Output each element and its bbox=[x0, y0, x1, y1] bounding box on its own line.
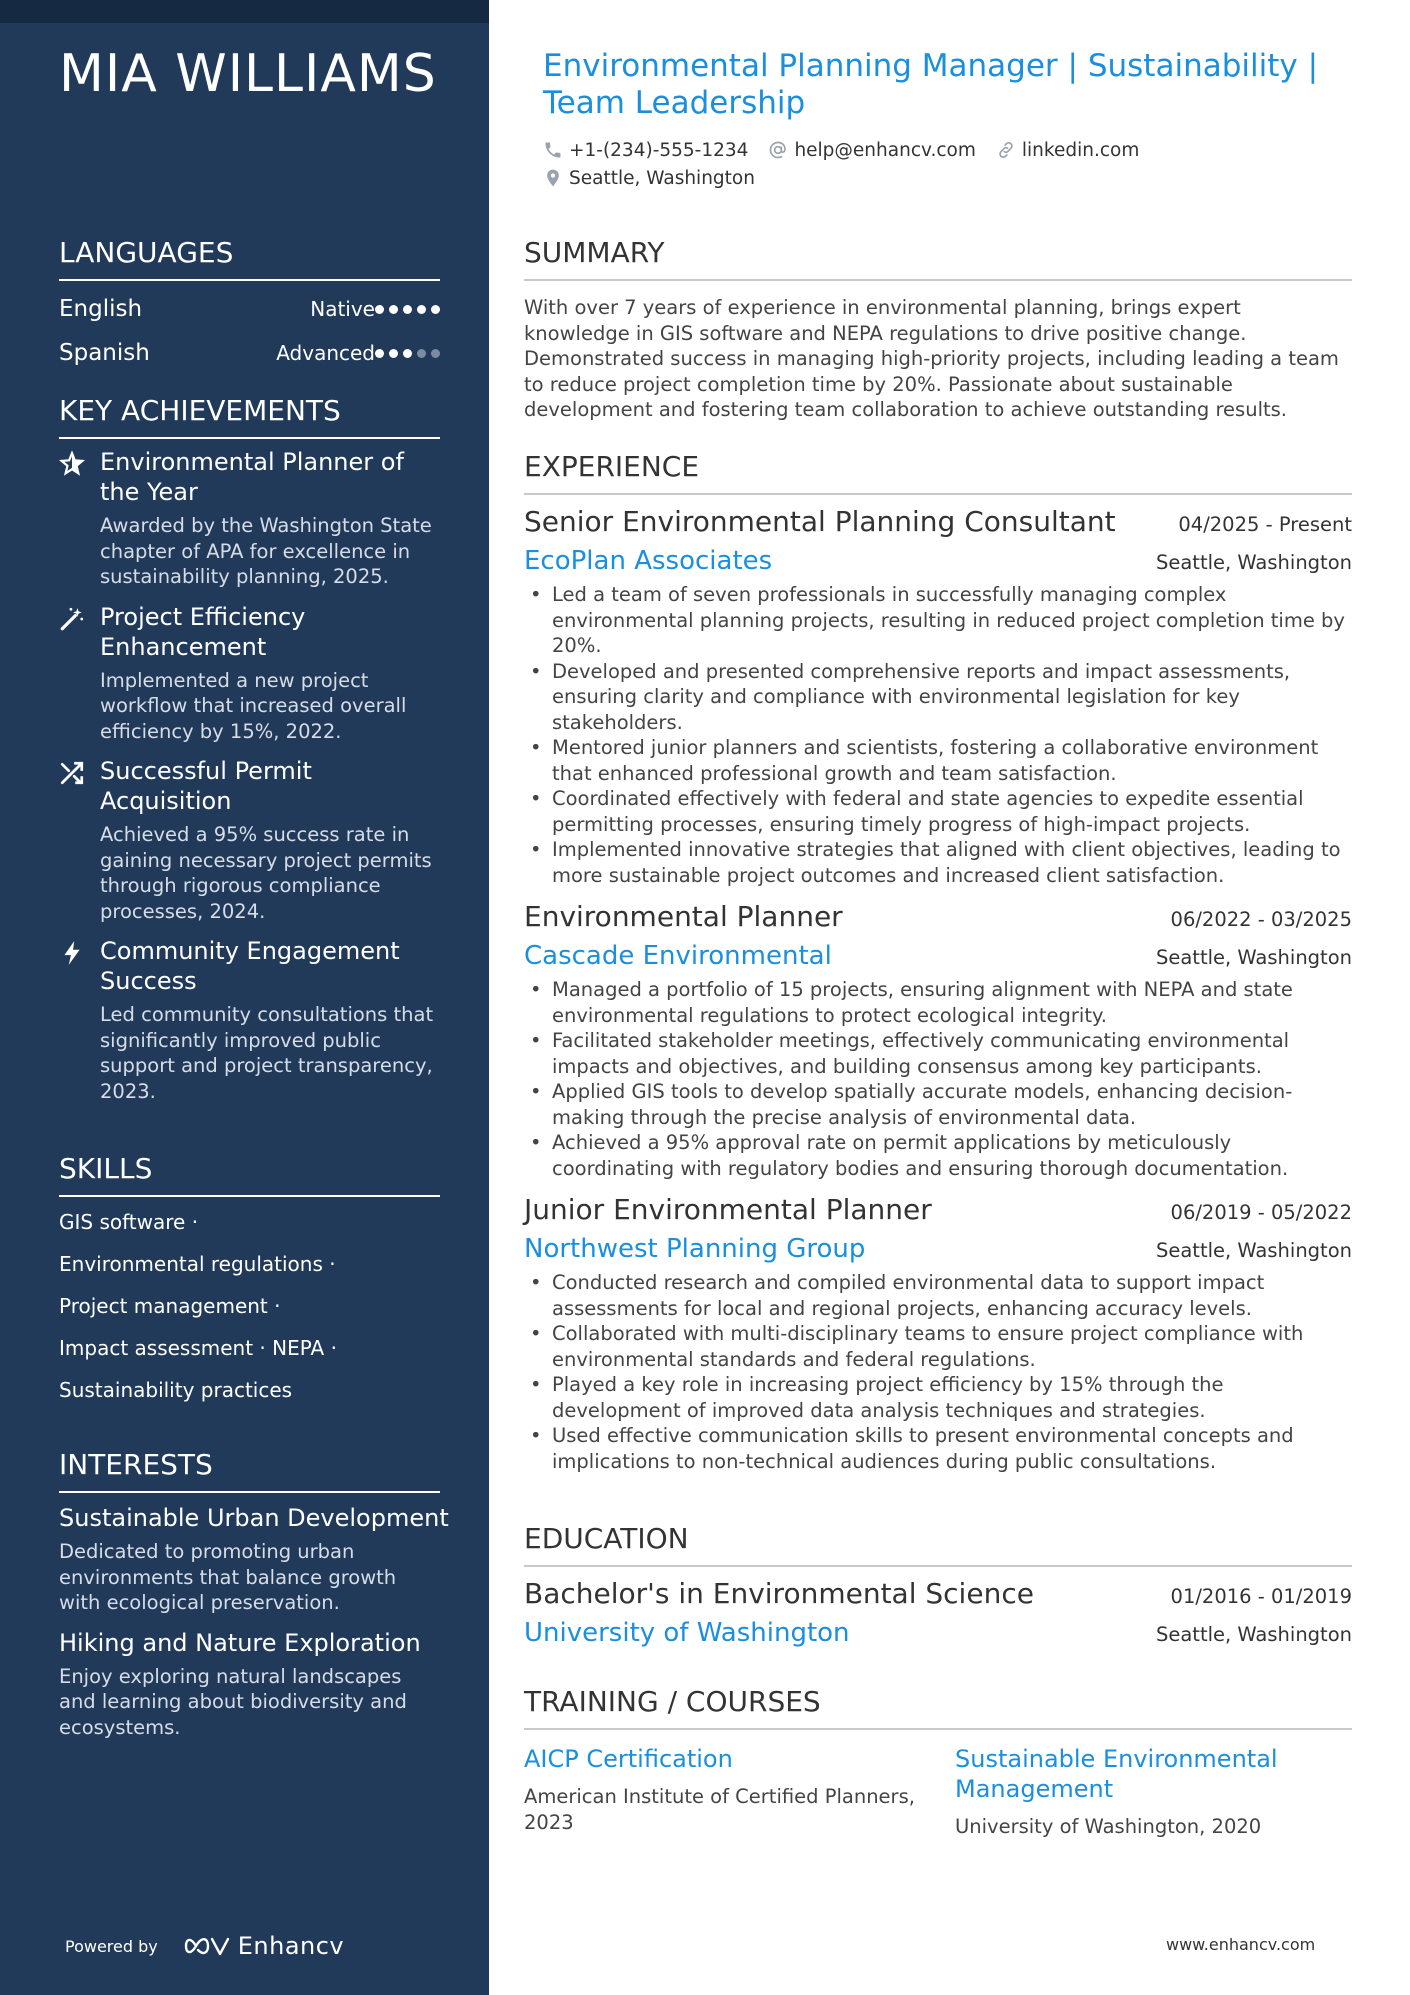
school-name: University of Washington bbox=[524, 1618, 850, 1648]
language-name: English bbox=[59, 296, 143, 322]
language-row bbox=[59, 331, 440, 375]
proficiency-dot bbox=[389, 349, 398, 358]
location-contact bbox=[543, 168, 755, 189]
job-bullet: • Applied GIS tools to develop spatially accurate models, enhancing decision-making through the precise analysis of environmental data. bbox=[524, 1079, 1352, 1130]
job-title: Senior Environmental Planning Consultant bbox=[524, 505, 1116, 538]
interest-description: Enjoy exploring natural landscapes and learning about biodiversity and ecosystems. bbox=[59, 1664, 407, 1739]
star-icon bbox=[59, 451, 85, 477]
at-sign-icon bbox=[768, 140, 788, 160]
proficiency-dot bbox=[417, 349, 426, 358]
achievement-item bbox=[59, 602, 440, 745]
training-description: University of Washington, 2020 bbox=[955, 1815, 1262, 1838]
training-item bbox=[955, 1744, 1352, 1840]
job-dates: 04/2025 - Present bbox=[1178, 513, 1352, 536]
achievement-item bbox=[59, 447, 440, 590]
training-description: American Institute of Certified Planners, 2023 bbox=[524, 1785, 915, 1834]
job-entry bbox=[524, 900, 1352, 1181]
interests-heading: INTERESTS bbox=[59, 1448, 440, 1493]
location-pin-icon bbox=[543, 168, 563, 188]
proficiency-dot bbox=[389, 305, 398, 314]
language-name: Spanish bbox=[59, 340, 150, 366]
skill-item: Project management · bbox=[59, 1294, 281, 1318]
training-item bbox=[524, 1744, 921, 1840]
education-heading: EDUCATION bbox=[524, 1522, 1352, 1567]
footer-url[interactable]: www.enhancv.com bbox=[1166, 1935, 1316, 1954]
trend-arrows-icon bbox=[59, 760, 85, 786]
enhancv-logo[interactable] bbox=[184, 1932, 344, 1960]
achievement-description: Awarded by the Washington State chapter of APA for excellence in sustainability planning, 2025. bbox=[100, 514, 432, 588]
summary-section bbox=[524, 236, 1352, 423]
infinity-logo-icon bbox=[184, 1934, 230, 1958]
job-bullet: • Implemented innovative strategies that aligned with client objectives, leading to more sustainable project outcomes and increased client satisfaction. bbox=[524, 837, 1352, 888]
language-level: Native bbox=[310, 297, 375, 321]
education-dates: 01/2016 - 01/2019 bbox=[1170, 1585, 1352, 1608]
skill-item: Impact assessment · NEPA · bbox=[59, 1336, 337, 1360]
location-text: Seattle, Washington bbox=[569, 167, 755, 189]
languages-section bbox=[59, 236, 440, 375]
job-bullets bbox=[524, 582, 1352, 888]
interest-description: Dedicated to promoting urban environments that balance growth with ecological preservation. bbox=[59, 1540, 397, 1614]
job-bullets bbox=[524, 977, 1352, 1181]
proficiency-dot bbox=[403, 305, 412, 314]
linkedin-contact[interactable] bbox=[996, 140, 1139, 161]
job-bullet: • Led a team of seven professionals in successfully managing complex environmental planning projects, resulting in reduced project completion time by 20%. bbox=[524, 582, 1352, 659]
language-row bbox=[59, 287, 440, 331]
job-location: Seattle, Washington bbox=[1155, 1239, 1352, 1262]
achievement-description: Achieved a 95% success rate in gaining necessary project permits through rigorous compliance processes, 2024. bbox=[100, 823, 432, 923]
job-bullet: • Mentored junior planners and scientists, fostering a collaborative environment that enhanced professional growth and team satisfaction. bbox=[524, 735, 1352, 786]
school-location: Seattle, Washington bbox=[1155, 1623, 1352, 1646]
brand-name: Enhancv bbox=[237, 1932, 345, 1960]
achievement-title: Community Engagement Success bbox=[100, 937, 400, 995]
interest-item bbox=[59, 1628, 440, 1741]
degree-title: Bachelor's in Environmental Science bbox=[524, 1577, 1034, 1610]
language-level: Advanced bbox=[276, 341, 375, 365]
training-title: AICP Certification bbox=[524, 1745, 733, 1773]
skill-item: Environmental regulations · bbox=[59, 1252, 336, 1276]
interests-section bbox=[59, 1448, 449, 1740]
job-bullet: • Collaborated with multi-disciplinary teams to ensure project compliance with environmental standards and federal regulations. bbox=[524, 1321, 1352, 1372]
job-entry bbox=[524, 505, 1352, 888]
experience-heading: EXPERIENCE bbox=[524, 450, 1352, 495]
job-bullet: • Played a key role in increasing project efficiency by 15% through the development of improved data analysis techniques and strategies. bbox=[524, 1372, 1352, 1423]
job-bullet: • Coordinated effectively with federal and state agencies to expedite essential permitting processes, ensuring timely progress of high-impact projects. bbox=[524, 786, 1352, 837]
achievements-heading: KEY ACHIEVEMENTS bbox=[59, 394, 440, 439]
person-name: MIA WILLIAMS bbox=[59, 44, 437, 104]
email-address: help@enhancv.com bbox=[794, 139, 976, 161]
contact-info bbox=[543, 136, 1333, 192]
summary-heading: SUMMARY bbox=[524, 236, 1352, 281]
achievement-title: Environmental Planner of the Year bbox=[100, 448, 404, 506]
powered-by-label: Powered by bbox=[65, 1936, 158, 1956]
magic-wand-icon bbox=[59, 606, 85, 632]
proficiency-dot bbox=[431, 305, 440, 314]
skills-heading: SKILLS bbox=[59, 1152, 440, 1197]
interest-title: Hiking and Nature Exploration bbox=[59, 1628, 421, 1657]
job-location: Seattle, Washington bbox=[1155, 946, 1352, 969]
job-company: Cascade Environmental bbox=[524, 941, 832, 971]
job-bullet: • Developed and presented comprehensive reports and impact assessments, ensuring clarity and compliance with environmental legislation for key stakeholders. bbox=[524, 659, 1352, 736]
job-bullet: • Achieved a 95% approval rate on permit applications by meticulously coordinating with regulatory bodies and ensuring thorough documentation. bbox=[524, 1130, 1352, 1181]
job-title: Junior Environmental Planner bbox=[524, 1193, 932, 1226]
training-section bbox=[524, 1685, 1352, 1840]
achievements-section bbox=[59, 394, 440, 1104]
job-company: Northwest Planning Group bbox=[524, 1234, 866, 1264]
job-bullet: • Managed a portfolio of 15 projects, ensuring alignment with NEPA and state environmental regulations to protect ecological integrity. bbox=[524, 977, 1352, 1028]
headline: Environmental Planning Manager | Sustainability | Team Leadership bbox=[543, 48, 1319, 121]
language-proficiency-dots bbox=[375, 349, 440, 358]
experience-section bbox=[524, 450, 1352, 1474]
achievement-title: Project Efficiency Enhancement bbox=[100, 602, 306, 661]
achievement-description: Implemented a new project workflow that increased overall efficiency by 15%, 2022. bbox=[100, 668, 407, 743]
job-bullets bbox=[524, 1270, 1352, 1474]
email-contact[interactable] bbox=[768, 140, 975, 161]
lightning-bolt-icon bbox=[59, 940, 85, 966]
link-icon bbox=[996, 140, 1016, 160]
job-entry bbox=[524, 1193, 1352, 1474]
proficiency-dot bbox=[417, 305, 426, 314]
skill-item: GIS software · bbox=[59, 1210, 199, 1234]
achievement-item bbox=[59, 936, 440, 1104]
education-entry bbox=[524, 1577, 1352, 1648]
sidebar-top-bar bbox=[0, 0, 489, 23]
job-bullet: • Conducted research and compiled environmental data to support impact assessments for local and regional projects, enhancing accuracy levels. bbox=[524, 1270, 1352, 1321]
language-proficiency-dots bbox=[375, 305, 440, 314]
achievement-title: Successful Permit Acquisition bbox=[100, 757, 312, 815]
linkedin-link: linkedin.com bbox=[1021, 139, 1140, 161]
skill-item: Sustainability practices bbox=[59, 1378, 293, 1402]
proficiency-dot bbox=[403, 349, 412, 358]
proficiency-dot bbox=[375, 349, 384, 358]
summary-text: With over 7 years of experience in environmental planning, brings expert knowledge in GIS software and NEPA regulations to drive positive change. Demonstrated success in managing high-priority projects, including leading a team to reduce project completion time by 20%. Passionate about sustainable development and fostering team collaboration to achieve outstanding results. bbox=[524, 296, 1339, 421]
phone-icon bbox=[543, 140, 563, 160]
sidebar bbox=[0, 0, 489, 1995]
skills-section bbox=[59, 1152, 440, 1411]
phone-contact[interactable] bbox=[543, 140, 748, 161]
proficiency-dot bbox=[375, 305, 384, 314]
job-bullet: • Facilitated stakeholder meetings, effectively communicating environmental impacts and objectives, and building consensus among key participants. bbox=[524, 1028, 1352, 1079]
job-dates: 06/2022 - 03/2025 bbox=[1170, 908, 1352, 931]
training-heading: TRAINING / COURSES bbox=[524, 1685, 1352, 1730]
powered-by bbox=[65, 1932, 344, 1960]
achievement-description: Led community consultations that significantly improved public support and project transparency, 2023. bbox=[100, 1003, 434, 1103]
interest-item bbox=[59, 1503, 449, 1616]
achievement-item bbox=[59, 756, 440, 924]
phone-number: +1-(234)-555-1234 bbox=[569, 139, 749, 161]
proficiency-dot bbox=[431, 349, 440, 358]
education-section bbox=[524, 1522, 1352, 1648]
languages-heading: LANGUAGES bbox=[59, 236, 440, 281]
interest-title: Sustainable Urban Development bbox=[59, 1504, 449, 1532]
job-dates: 06/2019 - 05/2022 bbox=[1170, 1201, 1352, 1224]
job-title: Environmental Planner bbox=[524, 900, 843, 933]
job-company: EcoPlan Associates bbox=[524, 546, 773, 576]
job-bullet: • Used effective communication skills to present environmental concepts and implications to non-technical audiences during public consultations. bbox=[524, 1423, 1352, 1474]
training-title: Sustainable Environmental Management bbox=[955, 1745, 1278, 1803]
job-location: Seattle, Washington bbox=[1155, 551, 1352, 574]
